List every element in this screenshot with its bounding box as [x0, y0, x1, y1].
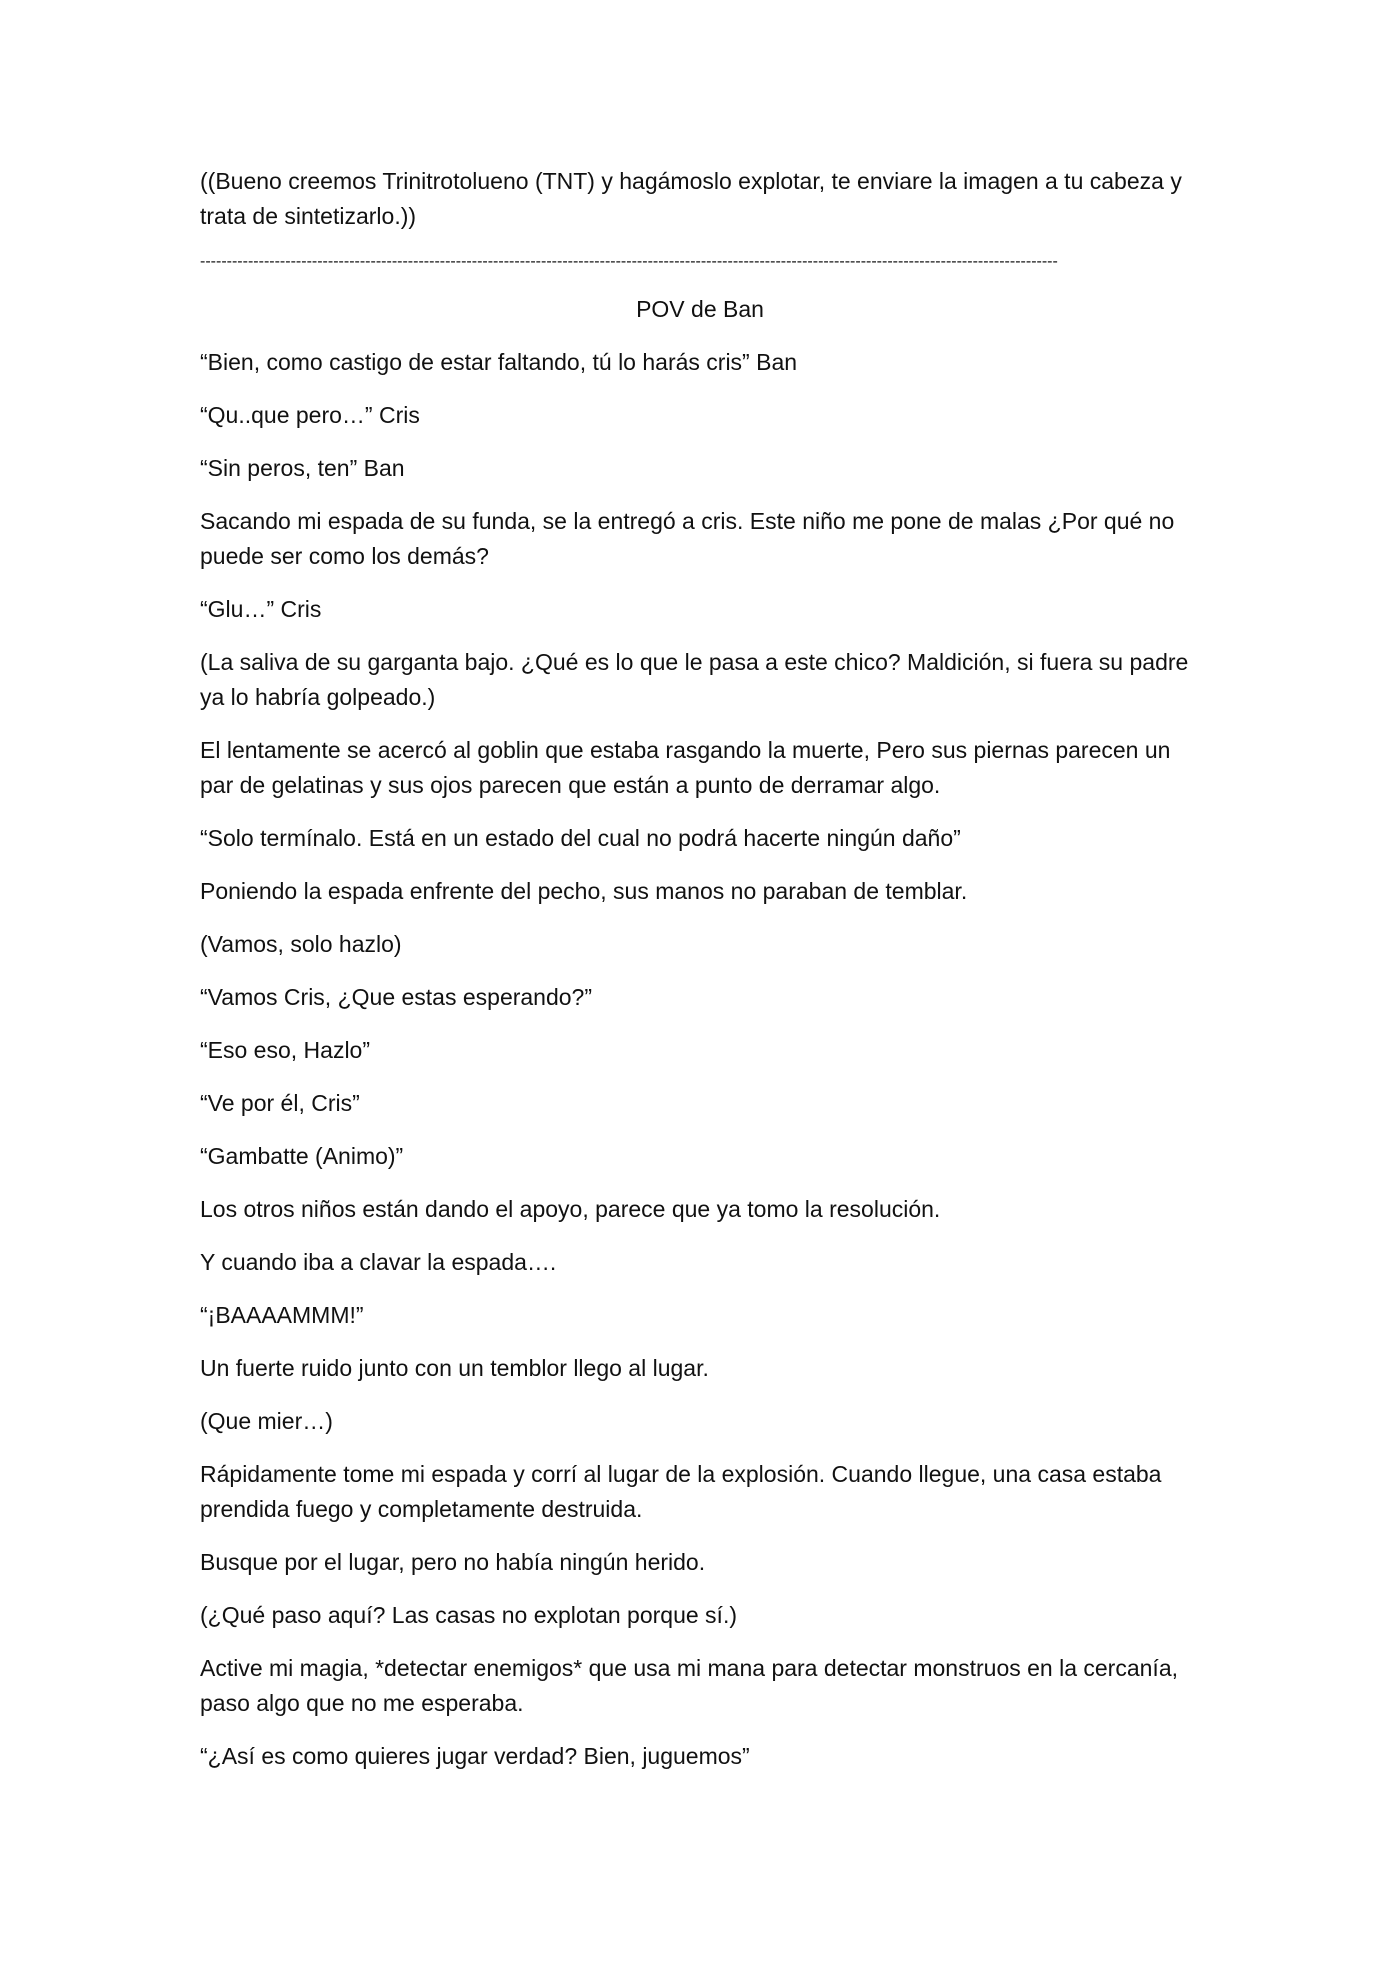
- paragraph: “Vamos Cris, ¿Que estas esperando?”: [200, 984, 593, 1010]
- paragraph: “¡BAAAAMMM!”: [200, 1302, 364, 1328]
- paragraph: “Ve por él, Cris”: [200, 1090, 360, 1116]
- paragraph-author-note: ((Bueno creemos Trinitrotolueno (TNT) y hagámoslo explotar, te enviare la imagen a tu cabeza y trata de sintetizarlo.)): [200, 168, 1182, 229]
- paragraph: Busque por el lugar, pero no había ningún herido.: [200, 1549, 706, 1575]
- paragraph: (Vamos, solo hazlo): [200, 931, 402, 957]
- paragraph: “Gambatte (Animo)”: [200, 1143, 404, 1169]
- paragraph: (La saliva de su garganta bajo. ¿Qué es lo que le pasa a este chico? Maldición, si fuera su padre ya lo habría golpeado.): [200, 649, 1189, 710]
- separator-line: -----------------------------------------------------------------------------------------------------------------------------------------------------------------: [200, 253, 1058, 270]
- paragraph: Los otros niños están dando el apoyo, parece que ya tomo la resolución.: [200, 1196, 941, 1222]
- paragraph: Active mi magia, *detectar enemigos* que usa mi mana para detectar monstruos en la cercanía, paso algo que no me esperaba.: [200, 1655, 1178, 1716]
- paragraph: Un fuerte ruido junto con un temblor llego al lugar.: [200, 1355, 709, 1381]
- document-page: [200, 164, 1200, 1792]
- paragraph: “Eso eso, Hazlo”: [200, 1037, 371, 1063]
- paragraph: (Que mier…): [200, 1408, 333, 1434]
- paragraph: “Bien, como castigo de estar faltando, tú lo harás cris” Ban: [200, 349, 798, 375]
- paragraph: (¿Qué paso aquí? Las casas no explotan porque sí.): [200, 1602, 737, 1628]
- paragraph: Sacando mi espada de su funda, se la entregó a cris. Este niño me pone de malas ¿Por qué no puede ser como los demás?: [200, 508, 1175, 569]
- paragraph: “Solo termínalo. Está en un estado del cual no podrá hacerte ningún daño”: [200, 825, 961, 851]
- paragraph: “Sin peros, ten” Ban: [200, 455, 405, 481]
- paragraph: Poniendo la espada enfrente del pecho, sus manos no paraban de temblar.: [200, 878, 968, 904]
- paragraph: El lentamente se acercó al goblin que estaba rasgando la muerte, Pero sus piernas parecen un par de gelatinas y sus ojos parecen que están a punto de derramar algo.: [200, 737, 1171, 798]
- paragraph: “Qu..que pero…” Cris: [200, 402, 420, 428]
- paragraph: “Glu…” Cris: [200, 596, 322, 622]
- paragraph: Y cuando iba a clavar la espada….: [200, 1249, 557, 1275]
- section-heading: POV de Ban: [636, 296, 764, 322]
- paragraph: Rápidamente tome mi espada y corrí al lugar de la explosión. Cuando llegue, una casa estaba prendida fuego y completamente destruida.: [200, 1461, 1162, 1522]
- paragraph: “¿Así es como quieres jugar verdad? Bien, juguemos”: [200, 1743, 750, 1769]
